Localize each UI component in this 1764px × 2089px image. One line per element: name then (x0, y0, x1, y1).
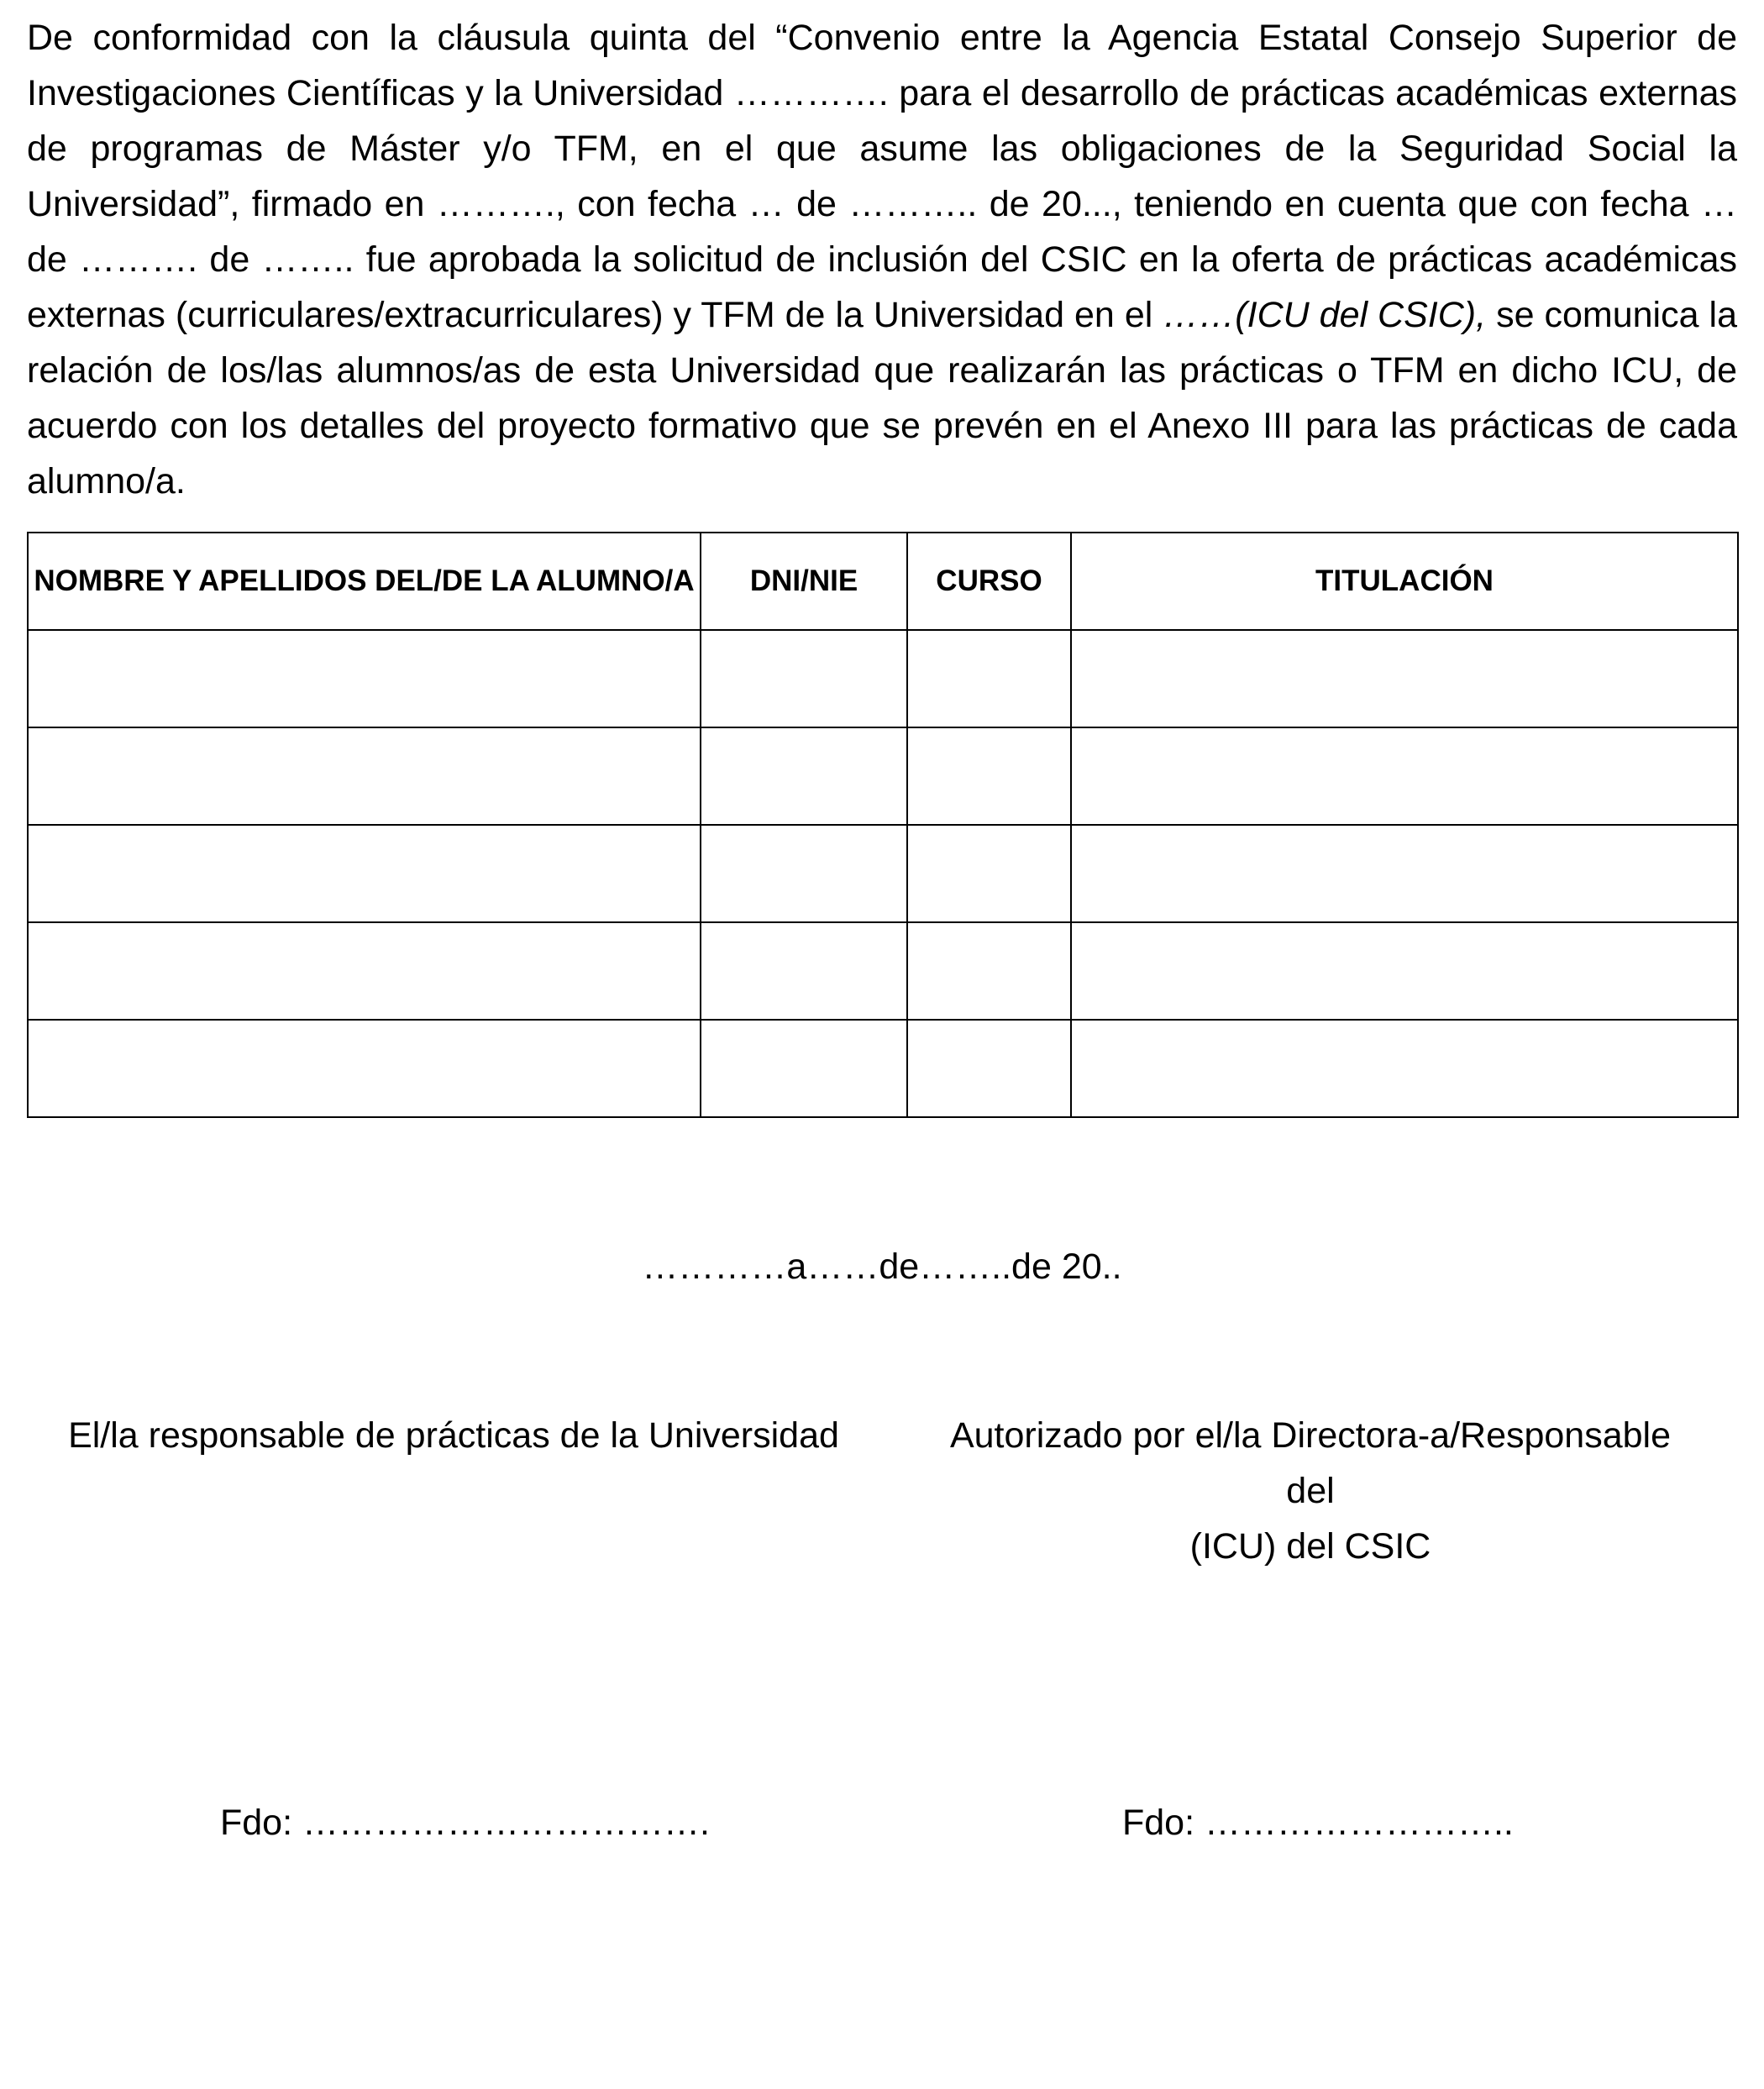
header-curso: CURSO (907, 533, 1071, 630)
cell-dni[interactable] (701, 825, 907, 922)
cell-curso[interactable] (907, 727, 1071, 825)
cell-dni[interactable] (701, 1020, 907, 1117)
cell-titulacion[interactable] (1071, 922, 1738, 1020)
table-row (28, 727, 1738, 825)
cell-nombre[interactable] (28, 727, 701, 825)
cell-titulacion[interactable] (1071, 630, 1738, 727)
university-signatory-label: El/la responsable de prácticas de la Universidad (68, 1415, 839, 1456)
date-line: …………a……de……..de 20.. (642, 1247, 1122, 1287)
header-dni: DNI/NIE (701, 533, 907, 630)
table-row (28, 1020, 1738, 1117)
cell-nombre[interactable] (28, 1020, 701, 1117)
cell-curso[interactable] (907, 825, 1071, 922)
cell-dni[interactable] (701, 727, 907, 825)
intro-text-start: De conformidad con la cláusula quinta del “Convenio entre la Agencia Estatal Consejo Superior de Investigaciones Científicas y la Universidad …………. para el desarrollo de prácticas académicas externas de programas de Máster y/o TFM, en el que asume las obligaciones de la Seguridad Social la Universidad”, firmado en ………., con fecha … de ……….. de 20..., teniendo en cuenta que con fecha … de ………. de …….. fue aprobada la solicitud de inclusión del CSIC en la oferta de prácticas académicas externas (curriculares/extracurriculares) y TFM de la Universidad en el (27, 18, 1737, 335)
cell-curso[interactable] (907, 1020, 1071, 1117)
cell-curso[interactable] (907, 922, 1071, 1020)
table-row (28, 825, 1738, 922)
university-signature-field: Fdo: ……………………………. (220, 1803, 710, 1843)
header-nombre: NOMBRE Y APELLIDOS DEL/DE LA ALUMNO/A (28, 533, 701, 630)
cell-dni[interactable] (701, 922, 907, 1020)
students-table (27, 532, 1739, 1118)
table-row (28, 630, 1738, 727)
table-header-row (28, 533, 1738, 630)
cell-nombre[interactable] (28, 630, 701, 727)
cell-titulacion[interactable] (1071, 1020, 1738, 1117)
csic-signature-field: Fdo: …………………….. (1122, 1803, 1514, 1843)
table-row (28, 922, 1738, 1020)
cell-titulacion[interactable] (1071, 825, 1738, 922)
cell-nombre[interactable] (28, 825, 701, 922)
csic-signatory-label (924, 1408, 1697, 1574)
header-titulacion: TITULACIÓN (1071, 533, 1738, 630)
cell-dni[interactable] (701, 630, 907, 727)
cell-titulacion[interactable] (1071, 727, 1738, 825)
cell-curso[interactable] (907, 630, 1071, 727)
intro-paragraph (27, 10, 1737, 509)
csic-signatory-label-line1: Autorizado por el/la Directora-a/Responsable del (949, 1415, 1672, 1511)
csic-signatory-label-line2: (ICU) del CSIC (1189, 1526, 1431, 1567)
intro-text-end: se comunica la relación de los/las alumnos/as de esta Universidad que realizarán las prácticas o TFM en dicho ICU, de acuerdo con los detalles del proyecto formativo que se prevén en el Anexo III para las prácticas de cada alumno/a. (27, 295, 1737, 501)
cell-nombre[interactable] (28, 922, 701, 1020)
intro-text-icu: ……(ICU del CSIC), (1163, 295, 1487, 335)
